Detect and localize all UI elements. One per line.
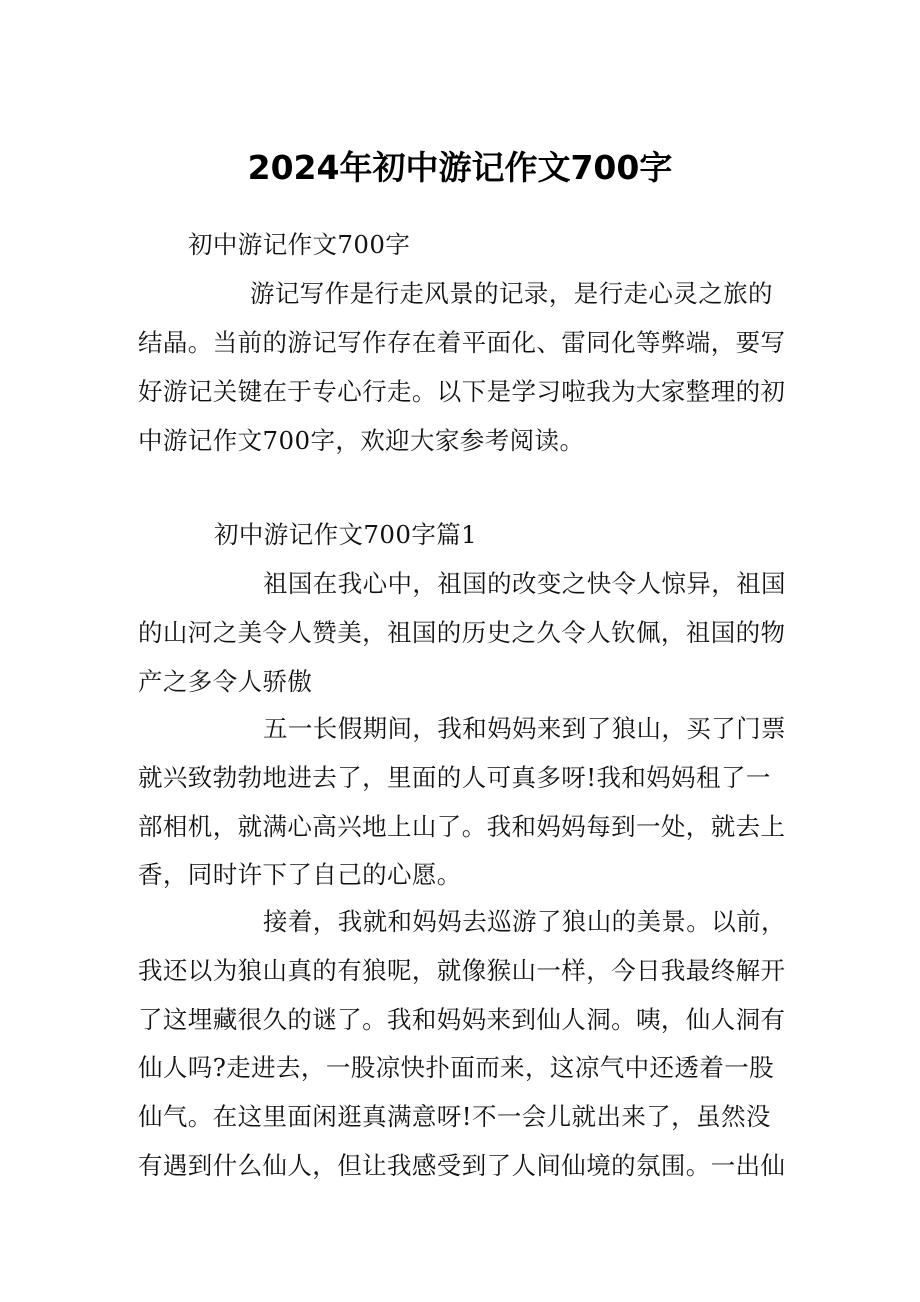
subtitle-line: 初中游记作文700字 xyxy=(188,230,411,259)
para3-line-5: 仙气。在这里面闲逛真满意呀!不一会儿就出来了，虽然没 xyxy=(138,1102,771,1131)
para2-line-3: 部相机，就满心高兴地上山了。我和妈妈每到一处，就去上 xyxy=(138,812,786,841)
intro-line-1: 游记写作是行走风景的记录，是行走心灵之旅的 xyxy=(250,279,773,308)
para2-line-2: 就兴致勃勃地进去了，里面的人可真多呀!我和妈妈租了一 xyxy=(138,763,771,792)
para3-line-4: 仙人吗?走进去，一股凉快扑面而来，这凉气中还透着一股 xyxy=(138,1053,775,1082)
para3-line-2: 我还以为狼山真的有狼呢，就像猴山一样，今日我最终解开 xyxy=(138,956,786,985)
para3-line-3: 了这埋藏很久的谜了。我和妈妈来到仙人洞。咦，仙人洞有 xyxy=(138,1005,786,1034)
para3-line-1: 接着，我就和妈妈去巡游了狼山的美景。以前， xyxy=(263,907,786,936)
para2-line-1: 五一长假期间，我和妈妈来到了狼山，买了门票 xyxy=(263,714,786,743)
document-title: 2024年初中游记作文700字 xyxy=(247,148,673,187)
intro-line-3: 好游记关键在于专心行走。以下是学习啦我为大家整理的初 xyxy=(138,377,786,406)
intro-line-4: 中游记作文700字，欢迎大家参考阅读。 xyxy=(138,426,585,455)
para1-line-2: 的山河之美令人赞美，祖国的历史之久令人钦佩，祖国的物 xyxy=(138,618,786,647)
para1-line-3: 产之多令人骄傲 xyxy=(138,667,313,696)
para2-line-4: 香，同时许下了自己的心愿。 xyxy=(138,860,462,889)
para3-line-6: 有遇到什么仙人，但让我感受到了人间仙境的氛围。一出仙 xyxy=(138,1151,786,1180)
section-heading: 初中游记作文700字篇1 xyxy=(214,520,478,549)
intro-line-2: 结晶。当前的游记写作存在着平面化、雷同化等弊端，要写 xyxy=(138,328,786,357)
para1-line-1: 祖国在我心中，祖国的改变之快令人惊异，祖国 xyxy=(263,569,786,598)
